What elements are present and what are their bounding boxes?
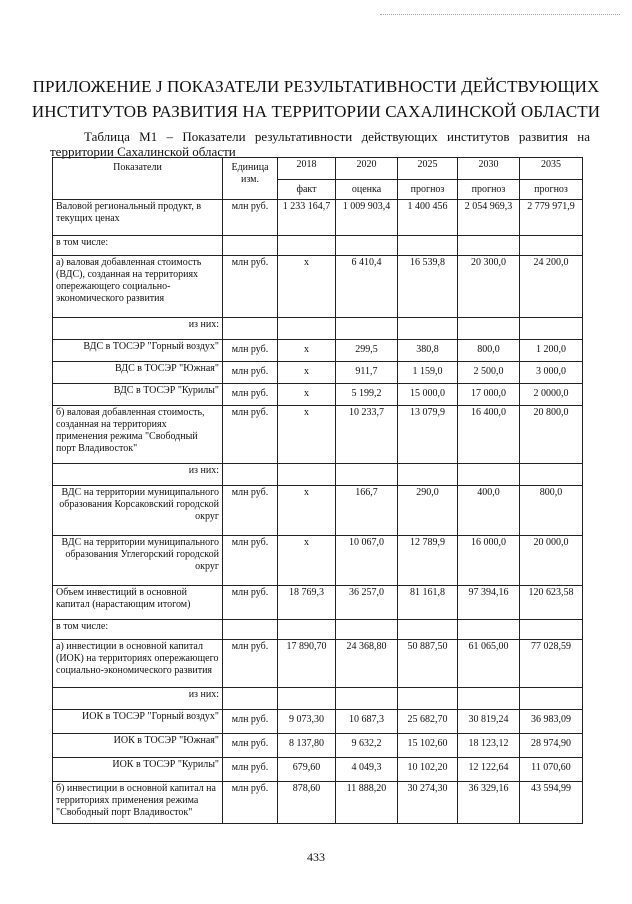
indicators-table [52, 157, 583, 824]
row-value: 800,0 [458, 340, 520, 362]
row-value [458, 464, 520, 486]
row-value: 120 623,58 [520, 586, 583, 620]
row-indicator-label: в том числе: [53, 236, 223, 256]
row-unit: млн руб. [223, 362, 278, 384]
page-number: 433 [307, 850, 325, 864]
row-value [336, 688, 398, 710]
table-body [53, 158, 583, 824]
row-value: 2 500,0 [458, 362, 520, 384]
row-value: х [278, 536, 336, 586]
header-year: 2035 [520, 158, 583, 180]
row-value [278, 688, 336, 710]
row-value: 10 233,7 [336, 406, 398, 464]
row-value: 15 000,0 [398, 384, 458, 406]
header-row-years [53, 158, 583, 180]
row-value [398, 688, 458, 710]
row-value: 1 233 164,7 [278, 200, 336, 236]
row-value [520, 318, 583, 340]
row-value: 1 200,0 [520, 340, 583, 362]
row-unit: млн руб. [223, 782, 278, 824]
row-value: 15 102,60 [398, 734, 458, 758]
table-row [53, 340, 583, 362]
header-year: 2025 [398, 158, 458, 180]
row-value: 5 199,2 [336, 384, 398, 406]
row-value: х [278, 256, 336, 318]
header-kind: прогноз [398, 180, 458, 200]
row-value [520, 620, 583, 640]
row-unit: млн руб. [223, 536, 278, 586]
row-value: х [278, 340, 336, 362]
table-row [53, 486, 583, 536]
row-indicator-label: а) валовая добавленная стоимость (ВДС), созданная на территориях опережающего социально-экономического развития [53, 256, 223, 318]
header-year: 2018 [278, 158, 336, 180]
row-unit: млн руб. [223, 640, 278, 688]
title-line-2: ИНСТИТУТОВ РАЗВИТИЯ НА ТЕРРИТОРИИ САХАЛИНСКОЙ ОБЛАСТИ [31, 102, 601, 121]
row-value [398, 464, 458, 486]
row-value: 24 200,0 [520, 256, 583, 318]
row-value: 166,7 [336, 486, 398, 536]
row-unit [223, 464, 278, 486]
row-value: 3 000,0 [520, 362, 583, 384]
row-value [336, 620, 398, 640]
row-value [278, 464, 336, 486]
table-row [53, 586, 583, 620]
row-value [520, 688, 583, 710]
row-value: 81 161,8 [398, 586, 458, 620]
header-kind: прогноз [520, 180, 583, 200]
row-value: 10 687,3 [336, 710, 398, 734]
row-indicator-label: Объем инвестиций в основной капитал (нарастающим итогом) [53, 586, 223, 620]
row-unit [223, 688, 278, 710]
row-value: 30 274,30 [398, 782, 458, 824]
row-unit [223, 318, 278, 340]
row-value: 11 070,60 [520, 758, 583, 782]
row-unit: млн руб. [223, 256, 278, 318]
row-value: 12 122,64 [458, 758, 520, 782]
row-indicator-label: ВДС на территории муниципального образования Углегорский городской округ [53, 536, 223, 586]
row-indicator-label: ИОК в ТОСЭР "Курилы" [53, 758, 223, 782]
row-value: 16 539,8 [398, 256, 458, 318]
row-value [398, 620, 458, 640]
row-unit: млн руб. [223, 586, 278, 620]
table-row [53, 384, 583, 406]
table-row [53, 318, 583, 340]
row-value: 50 887,50 [398, 640, 458, 688]
row-unit: млн руб. [223, 340, 278, 362]
row-value [278, 620, 336, 640]
row-value: 12 789,9 [398, 536, 458, 586]
row-value: 43 594,99 [520, 782, 583, 824]
row-value: 36 329,16 [458, 782, 520, 824]
table-row [53, 782, 583, 824]
row-value: х [278, 362, 336, 384]
table-row [53, 536, 583, 586]
row-indicator-label: б) валовая добавленная стоимость, созданная на территориях применения режима "Свободный порт Владивосток" [53, 406, 223, 464]
row-value: х [278, 486, 336, 536]
row-value: 20 000,0 [520, 536, 583, 586]
row-indicator-label: из них: [53, 688, 223, 710]
row-indicator-label: б) инвестиции в основной капитал на территориях применения режима "Свободный порт Владивосток" [53, 782, 223, 824]
row-value: 11 888,20 [336, 782, 398, 824]
row-indicator-label: ИОК в ТОСЭР "Горный воздух" [53, 710, 223, 734]
row-value: 2 779 971,9 [520, 200, 583, 236]
row-value: 18 123,12 [458, 734, 520, 758]
row-value: 4 049,3 [336, 758, 398, 782]
row-value [336, 464, 398, 486]
row-unit [223, 236, 278, 256]
row-value [398, 236, 458, 256]
row-unit: млн руб. [223, 710, 278, 734]
row-unit: млн руб. [223, 734, 278, 758]
row-value: 61 065,00 [458, 640, 520, 688]
row-value: 30 819,24 [458, 710, 520, 734]
row-value: 911,7 [336, 362, 398, 384]
row-indicator-label: ВДС в ТОСЭР "Южная" [53, 362, 223, 384]
row-value: 878,60 [278, 782, 336, 824]
table-row [53, 688, 583, 710]
row-value: 20 800,0 [520, 406, 583, 464]
row-value: 17 000,0 [458, 384, 520, 406]
row-value: 25 682,70 [398, 710, 458, 734]
row-indicator-label: в том числе: [53, 620, 223, 640]
row-value [336, 318, 398, 340]
row-value: 9 073,30 [278, 710, 336, 734]
row-value [278, 236, 336, 256]
row-value: 77 028,59 [520, 640, 583, 688]
row-indicator-label: из них: [53, 464, 223, 486]
header-year: 2020 [336, 158, 398, 180]
scan-artifact [380, 14, 620, 19]
row-value: 36 257,0 [336, 586, 398, 620]
table-row [53, 734, 583, 758]
row-indicator-label: ВДС в ТОСЭР "Курилы" [53, 384, 223, 406]
row-value: 380,8 [398, 340, 458, 362]
row-value [336, 236, 398, 256]
table-row [53, 362, 583, 384]
row-value: 2 054 969,3 [458, 200, 520, 236]
row-value: 17 890,70 [278, 640, 336, 688]
row-unit: млн руб. [223, 758, 278, 782]
row-value: х [278, 384, 336, 406]
header-unit: Единица изм. [223, 158, 278, 200]
row-value: 10 102,20 [398, 758, 458, 782]
row-value: 10 067,0 [336, 536, 398, 586]
table-row [53, 406, 583, 464]
table-row [53, 758, 583, 782]
table-row [53, 464, 583, 486]
title-line-1: ПРИЛОЖЕНИЕ J ПОКАЗАТЕЛИ РЕЗУЛЬТАТИВНОСТИ ДЕЙСТВУЮЩИХ [32, 77, 600, 96]
row-value: 2 0000,0 [520, 384, 583, 406]
table-row [53, 710, 583, 734]
row-value [398, 318, 458, 340]
row-indicator-label: Валовой региональный продукт, в текущих ценах [53, 200, 223, 236]
row-value [458, 688, 520, 710]
header-year: 2030 [458, 158, 520, 180]
header-kind: факт [278, 180, 336, 200]
row-value: 9 632,2 [336, 734, 398, 758]
row-value: 1 009 903,4 [336, 200, 398, 236]
header-indicator: Показатели [53, 158, 223, 200]
row-value: 28 974,90 [520, 734, 583, 758]
row-value: 97 394,16 [458, 586, 520, 620]
row-value: х [278, 406, 336, 464]
table-row [53, 620, 583, 640]
row-value: 800,0 [520, 486, 583, 536]
table-row [53, 640, 583, 688]
row-value [520, 236, 583, 256]
row-unit: млн руб. [223, 384, 278, 406]
row-value: 1 400 456 [398, 200, 458, 236]
row-unit: млн руб. [223, 200, 278, 236]
row-value: 13 079,9 [398, 406, 458, 464]
row-value [458, 318, 520, 340]
row-indicator-label: из них: [53, 318, 223, 340]
row-value: 400,0 [458, 486, 520, 536]
row-indicator-label: ВДС на территории муниципального образования Корсаковский городской округ [53, 486, 223, 536]
row-value: 16 000,0 [458, 536, 520, 586]
row-value: 6 410,4 [336, 256, 398, 318]
row-value: 679,60 [278, 758, 336, 782]
row-indicator-label: ИОК в ТОСЭР "Южная" [53, 734, 223, 758]
header-kind: прогноз [458, 180, 520, 200]
row-value: 36 983,09 [520, 710, 583, 734]
row-value: 18 769,3 [278, 586, 336, 620]
row-value: 1 159,0 [398, 362, 458, 384]
row-value: 16 400,0 [458, 406, 520, 464]
table-row [53, 200, 583, 236]
row-indicator-label: ВДС в ТОСЭР "Горный воздух" [53, 340, 223, 362]
row-indicator-label: а) инвестиции в основной капитал (ИОК) на территориях опережающего социально-экономического развития [53, 640, 223, 688]
table-caption: Таблица М1 – Показатели результативности действующих институтов развития на территории Сахалинской области [50, 129, 590, 159]
table-row [53, 256, 583, 318]
row-value [458, 620, 520, 640]
row-value: 290,0 [398, 486, 458, 536]
row-unit: млн руб. [223, 486, 278, 536]
row-value: 8 137,80 [278, 734, 336, 758]
row-unit [223, 620, 278, 640]
header-kind: оценка [336, 180, 398, 200]
row-unit: млн руб. [223, 406, 278, 464]
row-value [278, 318, 336, 340]
row-value: 24 368,80 [336, 640, 398, 688]
table-row [53, 236, 583, 256]
row-value [520, 464, 583, 486]
appendix-title [0, 74, 632, 124]
row-value [458, 236, 520, 256]
row-value: 20 300,0 [458, 256, 520, 318]
row-value: 299,5 [336, 340, 398, 362]
